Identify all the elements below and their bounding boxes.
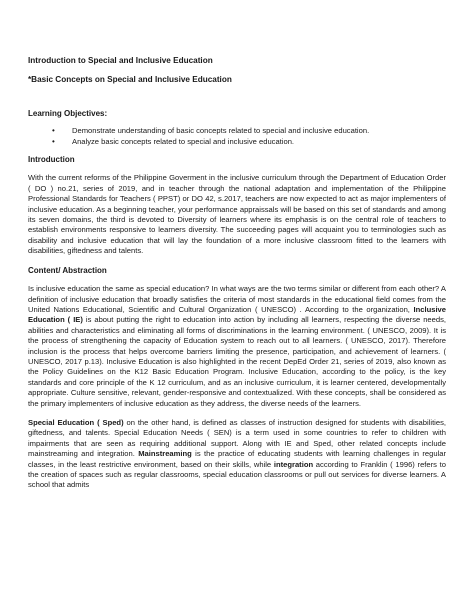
objectives-heading: Learning Objectives: — [28, 108, 108, 118]
objectives-list — [28, 126, 446, 147]
inclusive-education-term: Inclusive Education ( IE) — [28, 304, 446, 325]
content-paragraph-2 — [28, 418, 446, 491]
content-p1-text-b: is about putting the right to education into action by including all learners, respecting the diverse needs, abilities and characteristics and eliminating all forms of discriminations in the learning environment. ( UNESCO, 2009). It is the process of strengthening the capacity of Education system to reach out to all learners. ( UNESCO, 2017). Therefore inclusion is the process that helps overcome barriers limiting the presence, participation, and achievement of learners. ( UNESCO, 2017 p.13). Inclusive Education is also highlighted in the recent DepEd Order 21, series of 2019, also known as the Policy Guidelines on the K12 Basic Education Program. Inclusive Education, according to the policy, is the key standards and core principle of the K 12 curriculum, and as an inclusive curriculum, it is learner centered, developmentally appropriate. Culture sensitive, relevant, gender-responsive and contextualized. With these concepts, shall be considered as the primary implementers of inclusive education as they address, the diverse needs of the learners. — [28, 315, 447, 408]
special-education-term: Special Education ( Sped) — [28, 417, 124, 427]
document-subtitle: *Basic Concepts on Special and Inclusive Education — [28, 75, 232, 85]
content-heading: Content/ Abstraction — [28, 265, 107, 275]
objective-item — [52, 126, 446, 136]
mainstreaming-term: Mainstreaming — [138, 449, 192, 459]
objective-text: Demonstrate understanding of basic concepts related to special and inclusive education. — [72, 126, 370, 136]
objective-text: Analyze basic concepts related to special and inclusive education. — [72, 136, 295, 146]
integration-term: integration — [273, 459, 314, 469]
document-title: Introduction to Special and Inclusive Education — [28, 56, 213, 65]
bullet-icon: • — [52, 126, 55, 136]
content-p2-text-c: according to Franklin ( 1996) refers to the creation of spaces such as regular classrooms, special education classrooms or pull out services for diverse learners. A school that admits — [28, 459, 446, 490]
content-p2-text-a: on the other hand, is defined as classes of instruction designed for students with disabilities, giftedness, and talents. Special Education Needs ( SEN) is a term used in some countries to refer to children with impairments that are seen as requiring additional support. Along with IE and Sped, other related concepts include mainstreaming and integration. — [28, 417, 446, 459]
objective-item — [52, 136, 446, 147]
introduction-paragraph: With the current reforms of the Philippine Goverment in the inclusive curriculum through the Department of Education Order ( DO ) no.21, series of 2019, and in teacher through the national adaptation and implementation of the Philippine Professional Standards for Teachers ( PPST) or DO 42, s.2017, teachers are now expected to act as major implementers of inclusive education. As a beginning teacher, your performance appraissals will be based on this set of standards and among its seven domains, the third is devoted to Diversity of learners where its emphasis is on the central role of teachers to establish environments responsive to learners diversity. The succeeding pages will acquaint you to terminologies such as disability and inclusive education that will lay the foundation of a more inclusive classroom fitted to the learners with disabilities, giftedness and talents. — [28, 173, 446, 256]
bullet-icon: • — [52, 136, 55, 146]
introduction-heading: Introduction — [28, 155, 75, 165]
content-paragraph-1 — [28, 284, 446, 409]
content-p1-text-a: Is inclusive education the same as special education? In what ways are the two terms similar or different from each other? A definition of inclusive education that broadly satisfies the criteria of most standards in the educational field comes from the United Nations Educational, Scientific and Cultural Organization ( UNESCO) . According to the organization, — [28, 284, 446, 314]
content-p2-text-b: is the practice of educating students with learning challenges in regular classes, in the least restrictive environment, based on their skills, while — [28, 449, 446, 469]
